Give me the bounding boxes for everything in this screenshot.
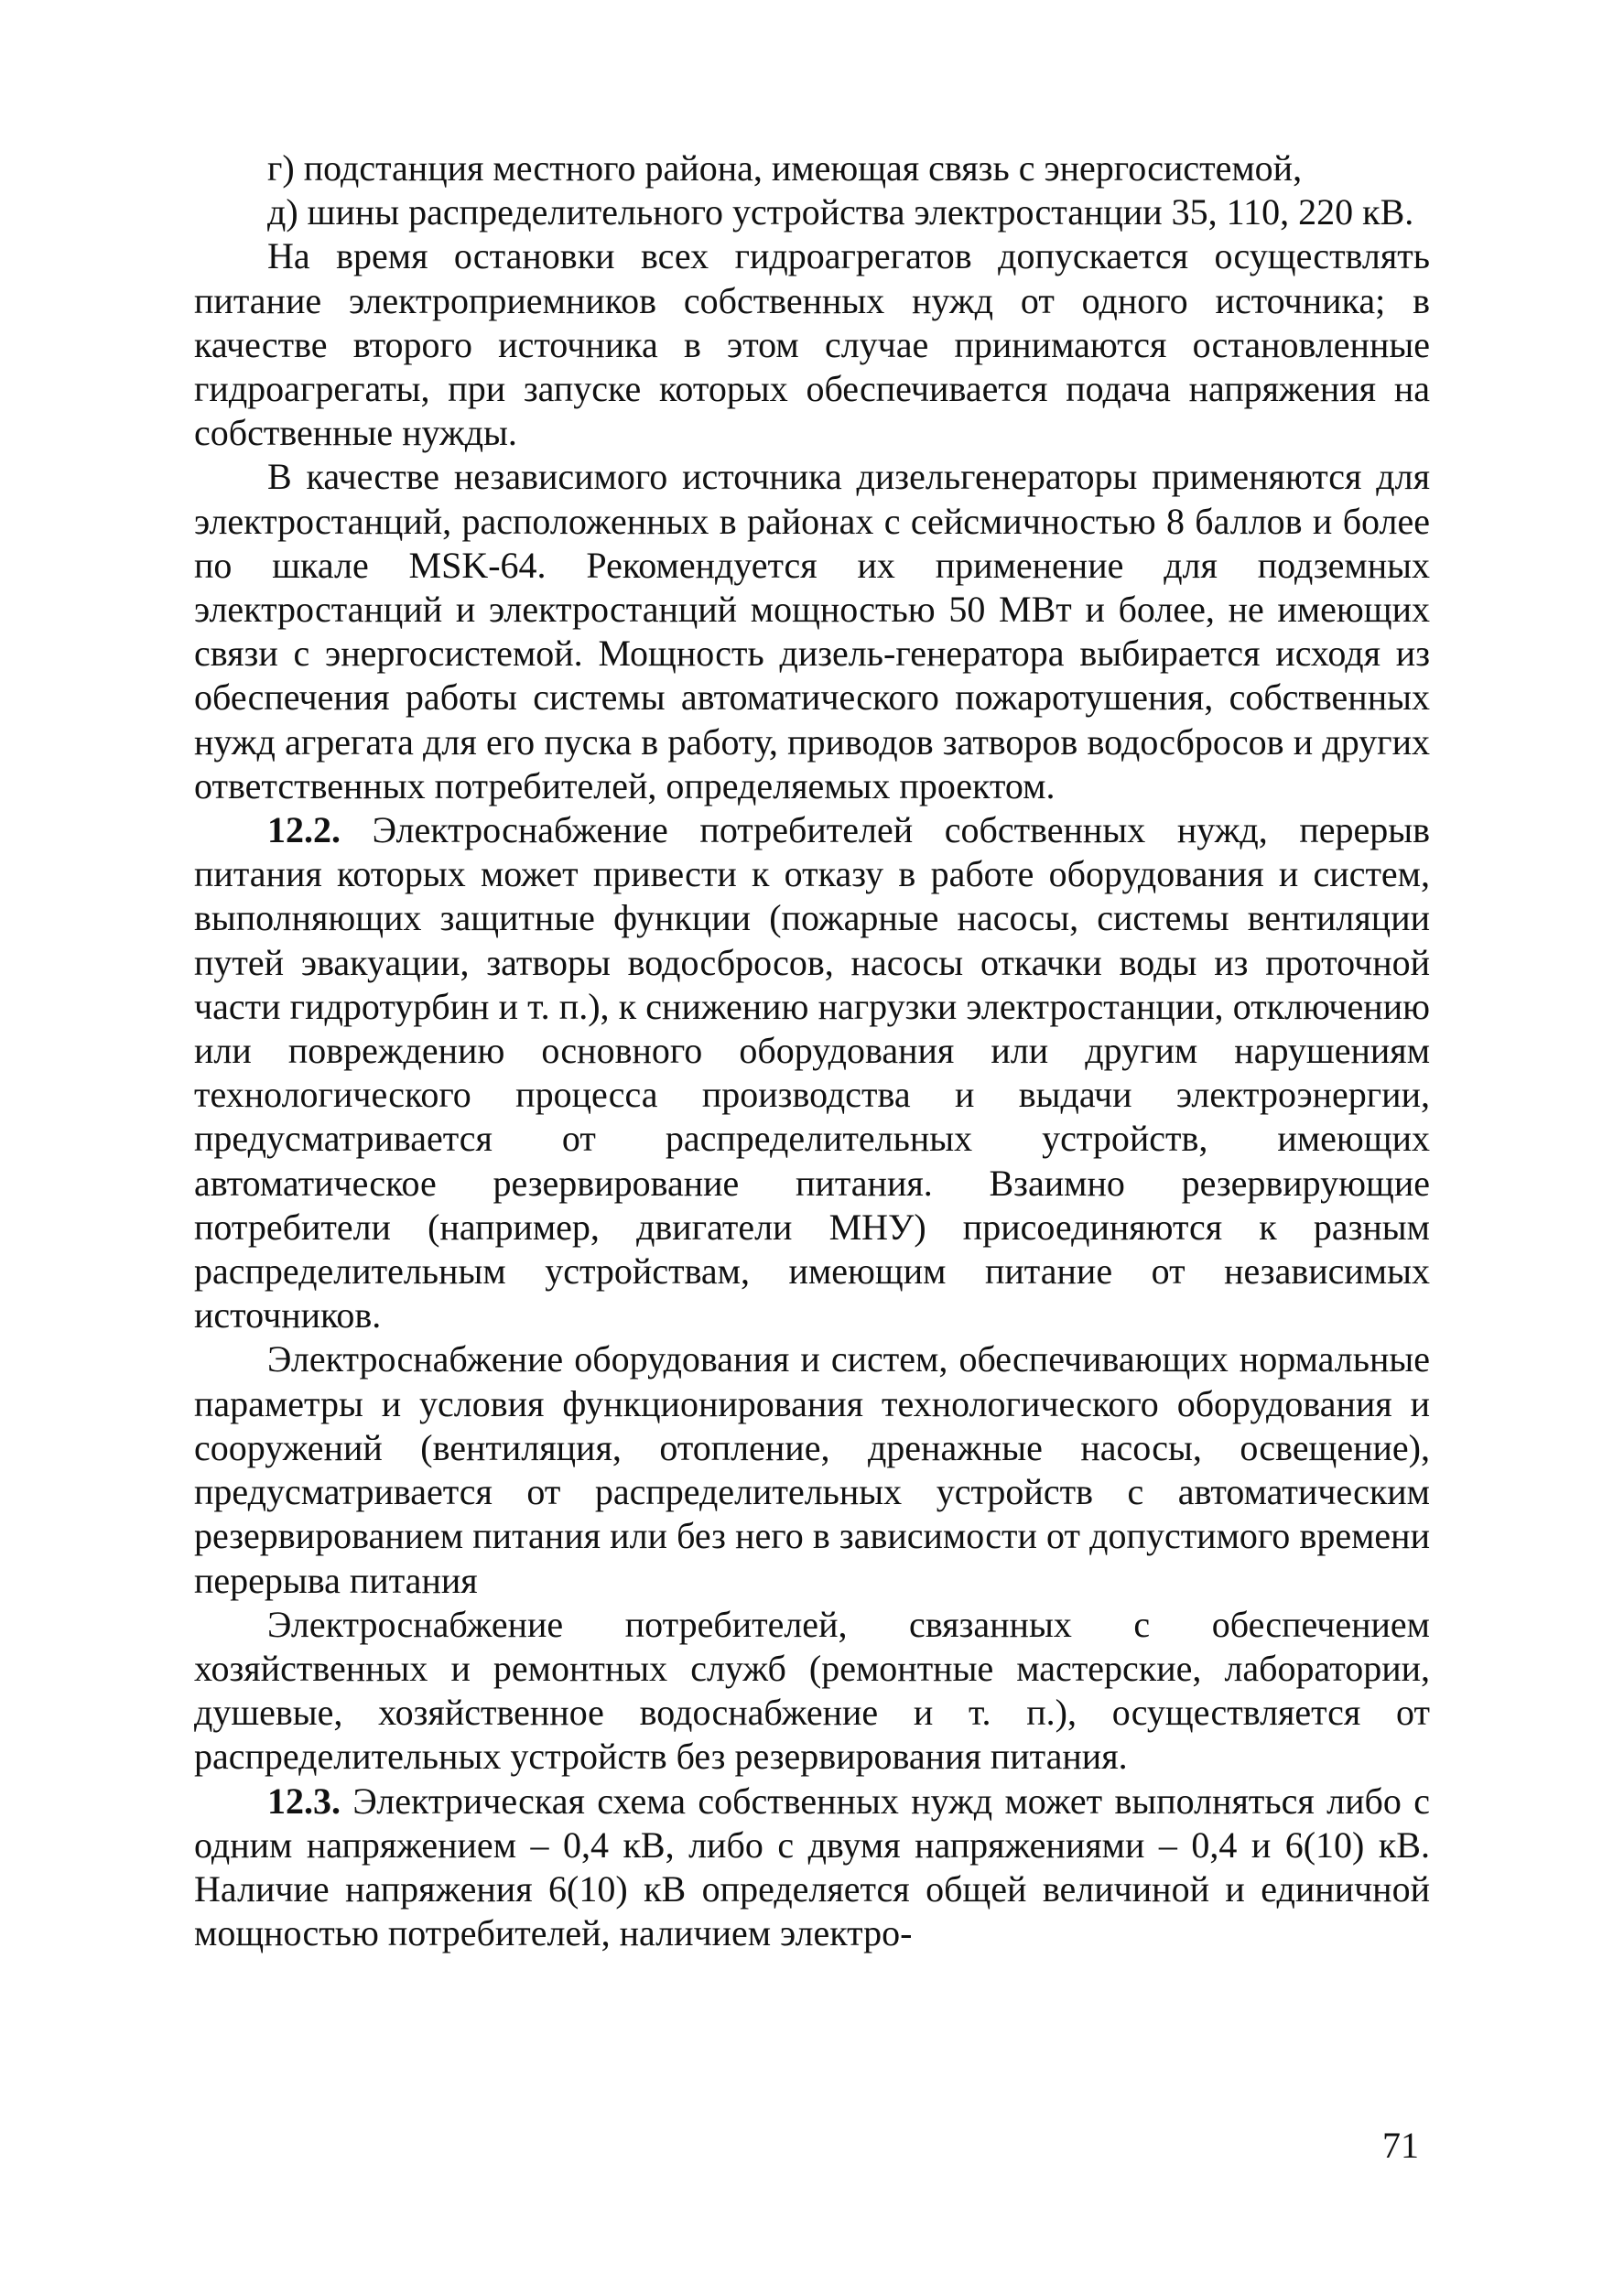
paragraph-text: Электроснабжение потребителей собственных нужд, перерыв питания которых может привести к отказу в работе оборудования и систем, выполняющих защитные функции (пожарные насосы, системы вентиляции путей эвакуации, затворы водосбросов, насосы откачки воды из проточной части гидротурбин и т. п.), к снижению нагрузки электростанции, отключению или повреждению основного оборудования или другим нарушениям технологического процесса производства и выдачи электроэнергии, предусматривается от распределительных устройств, имеющих автоматическое резервирование питания. Взаимно резервирующие потребители (например, двигатели МНУ) присоединяются к разным распределительным устройствам, имеющим питание от независимых источников. xyxy=(194,809,1430,1336)
list-item-g xyxy=(194,146,1430,190)
page-number: 71 xyxy=(1382,2125,1419,2166)
paragraph-text: Электроснабжение оборудования и систем, обеспечивающих нормальные параметры и условия функционирования технологического оборудования и сооружений (вентиляция, отопление, дренажные насосы, освещение), предусматривается от распределительных устройств с автоматическим резервированием питания или без него в зависимости от допустимого времени перерыва питания xyxy=(194,1338,1430,1601)
paragraph-text: г) подстанция местного района, имеющая связь с энергосистемой, xyxy=(267,147,1303,189)
paragraph xyxy=(194,234,1430,455)
paragraph-text: д) шины распределительного устройства электростанции 35, 110, 220 кВ. xyxy=(267,191,1414,233)
section-12-3 xyxy=(194,1780,1430,1956)
section-number: 12.2. xyxy=(267,809,341,851)
paragraph xyxy=(194,1337,1430,1602)
body-text xyxy=(194,146,1430,1955)
section-number: 12.3. xyxy=(267,1780,341,1822)
list-item-d xyxy=(194,190,1430,234)
paragraph xyxy=(194,455,1430,808)
paragraph-text: В качестве независимого источника дизельгенераторы применяются для электростанций, расположенных в районах с сейсмичностью 8 баллов и более по шкале MSK-64. Рекомендуется их применение для подземных электростанций и электростанций мощностью 50 МВт и более, не имеющих связи с энергосистемой. Мощность дизель-генератора выбирается исходя из обеспечения работы системы автоматического пожаротушения, собственных нужд агрегата для его пуска в работу, приводов затворов водосбросов и других ответственных потребителей, определяемых проектом. xyxy=(194,456,1430,806)
section-12-2 xyxy=(194,808,1430,1337)
paragraph-text: Электроснабжение потребителей, связанных с обеспечением хозяйственных и ремонтных служб (ремонтные мастерские, лаборатории, душевые, хозяйственное водоснабжение и т. п.), осуществляется от распределительных устройств без резервирования питания. xyxy=(194,1603,1430,1778)
paragraph-text: Электрическая схема собственных нужд может выполняться либо с одним напряжением – 0,4 кВ, либо с двумя напряжениями – 0,4 и 6(10) кВ. Наличие напряжения 6(10) кВ определяется общей величиной и единичной мощностью потребителей, наличием электро- xyxy=(194,1780,1430,1954)
paragraph xyxy=(194,1603,1430,1780)
paragraph-text: На время остановки всех гидроагрегатов допускается осуществлять питание электроприемников собственных нужд от одного источника; в качестве второго источника в этом случае принимаются остановленные гидроагрегаты, при запуске которых обеспечивается подача напряжения на собственные нужды. xyxy=(194,235,1430,454)
